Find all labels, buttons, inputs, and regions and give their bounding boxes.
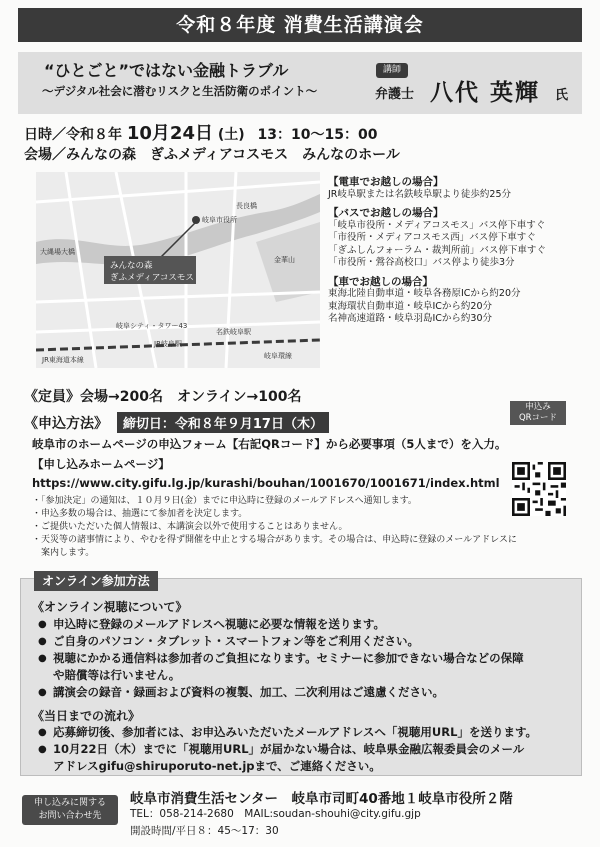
viewing-item-continuation: や賠償等は行いません。 bbox=[53, 668, 181, 682]
access-car-line: 東海北陸自動車道・岐阜各務原ICから約20分 bbox=[328, 288, 521, 299]
qr-label: 申込み QRコード bbox=[510, 401, 566, 425]
map-label-meitetsu: 名鉄岐阜駅 bbox=[216, 328, 251, 336]
map-graphic bbox=[36, 172, 320, 368]
access-map bbox=[36, 172, 320, 368]
lecturer-suffix: 氏 bbox=[555, 88, 569, 103]
flow-item: ● 応募締切後、参加者には、お申込みいただいたメールアドレスへ「視聴用URL」を送ります。 bbox=[38, 724, 578, 741]
apply-instructions: 岐阜市のホームページの申込フォーム【右記QRコード】から必要事項（5人まで）を入力。 bbox=[32, 437, 507, 451]
lecturer-name: 八代 英輝 bbox=[430, 80, 541, 106]
flow-item: ● 10月22日（木）までに「視聴用URL」が届かない場合は、岐阜県金融広報委員会のメール bbox=[38, 741, 578, 758]
venue-label-line1: みんなの森 bbox=[110, 261, 153, 271]
flow-item-continuation: アドレスgifu@shiruporuto-net.jpまで、ご連絡ください。 bbox=[53, 759, 381, 773]
viewing-heading: 《オンライン視聴について》 bbox=[32, 600, 188, 614]
access-train-heading: 【電車でお越しの場合】 bbox=[328, 176, 444, 188]
event-venue: 会場／みんなの森 ぎふメディアコスモス みんなのホール bbox=[24, 147, 400, 163]
map-label-tower: 岐阜シティ・タワー43 bbox=[116, 322, 188, 330]
note-item: 案内します。 bbox=[32, 548, 95, 558]
viewing-item: ● ご自身のパソコン・タブレット・スマートフォン等をご利用ください。 bbox=[38, 633, 578, 650]
access-bus-line: 「市役所・メディアコスモス西」バス停下車すぐ bbox=[328, 232, 536, 243]
note-item: ・申込多数の場合は、抽選にて参加者を決定します。 bbox=[32, 509, 248, 519]
city-hall-marker bbox=[192, 216, 200, 224]
map-label-nagarabashi: 長良橋 bbox=[236, 202, 257, 210]
note-item: ・「参加決定」の通知は、１０月９日(金）までに申込時に登録のメールアドレスへ通知します。 bbox=[32, 496, 417, 506]
access-car-line: 東海環状自動車道・岐阜ICから約20分 bbox=[328, 300, 493, 312]
map-label-jr-line: JR東海道本線 bbox=[42, 356, 84, 364]
contact-office: 岐阜市消費生活センター 岐阜市司町40番地１岐阜市役所２階 bbox=[130, 791, 513, 807]
map-label-kinkazan: 金華山 bbox=[274, 256, 295, 264]
map-label-ohashi: 大縄場大橋 bbox=[40, 248, 75, 256]
flow-list bbox=[38, 724, 578, 775]
access-bus-heading: 【バスでお越しの場合】 bbox=[328, 207, 444, 219]
datetime-label: 日時／令和８年 bbox=[24, 127, 122, 143]
apply-heading-row bbox=[24, 412, 329, 433]
map-label-cityhall: 岐阜市役所 bbox=[202, 216, 237, 224]
deadline-badge: 締切日：令和８年９月17日（木） bbox=[117, 412, 329, 433]
viewing-item: ● 講演会の録音・録画および資料の複製、加工、二次利用はご遠慮ください。 bbox=[38, 684, 578, 701]
contact-hours: 開設時間/平日８：45～17：30 bbox=[130, 825, 279, 837]
access-bus-line: 「ぎふしんフォーラム・裁判所前」バス停下車すぐ bbox=[328, 244, 546, 256]
theme-subtitle: ～デジタル社会に潜むリスクと生活防衛のポイント～ bbox=[42, 84, 318, 98]
capacity-info: 《定員》会場→200名 オンライン→100名 bbox=[24, 389, 302, 405]
lecturer-role: 弁護士 bbox=[375, 87, 415, 102]
access-info bbox=[328, 176, 588, 326]
lecturer-tag: 講師 bbox=[376, 63, 408, 78]
access-car-heading: 【車でお越しの場合】 bbox=[328, 275, 433, 288]
viewing-item: ● 視聴にかかる通信料は参加者のご負担になります。セミナーに参加できない場合などの保障 bbox=[38, 650, 578, 667]
venue-label-line2: ぎふメディアコスモス bbox=[110, 273, 194, 283]
access-train-line: JR岐阜駅または名鉄岐阜駅より徒歩約25分 bbox=[328, 188, 511, 200]
apply-notes bbox=[32, 495, 577, 560]
apply-label: 《申込方法》 bbox=[24, 416, 108, 432]
theme-box bbox=[18, 52, 582, 114]
online-section-title: オンライン参加方法 bbox=[34, 571, 158, 591]
event-datetime bbox=[24, 119, 377, 145]
viewing-list bbox=[38, 616, 578, 701]
map-label-jrgifu: JR岐阜駅 bbox=[154, 340, 182, 348]
viewing-item: ● 申込時に登録のメールアドレスへ視聴に必要な情報を送ります。 bbox=[38, 616, 578, 633]
access-bus-line: 「岐阜市役所・メディアコスモス」バス停下車すぐ bbox=[328, 219, 546, 231]
map-label-kansen: 岐阜環線 bbox=[264, 352, 292, 360]
page-title: 令和８年度 消費生活講演会 bbox=[18, 8, 582, 42]
flow-heading: 《当日までの流れ》 bbox=[32, 709, 141, 723]
contact-tel-mail: TEL：058-214-2680 MAIL:soudan-shouhi@city.gifu.gjp bbox=[130, 808, 421, 820]
contact-tag: 申し込みに関する お問い合わせ先 bbox=[22, 795, 118, 825]
theme-main-title: “ひとごと”ではない金融トラブル bbox=[44, 61, 289, 80]
note-item: ・天災等の諸事情により、やむを得ず開催を中止とする場合があります。その場合は、申込時に登録のメールアドレスに bbox=[32, 535, 517, 545]
apply-homepage-label: 【申し込みホームページ】 bbox=[32, 457, 170, 471]
note-item: ・ご提供いただいた個人情報は、本講演会以外で使用することはありません。 bbox=[32, 522, 348, 532]
datetime-time: 13：10～15：00 bbox=[257, 127, 378, 143]
access-bus-line: 「市役所・鶯谷高校口」バス停より徒歩3分 bbox=[328, 257, 515, 268]
access-car-line: 名神高速道路・岐阜羽島ICから約30分 bbox=[328, 313, 493, 324]
datetime-date: 10月24日 bbox=[126, 123, 213, 144]
apply-url-link[interactable]: https://www.city.gifu.lg.jp/kurashi/bouhan/1001670/1001671/index.html bbox=[32, 476, 500, 490]
datetime-weekday: (土) bbox=[217, 127, 245, 143]
